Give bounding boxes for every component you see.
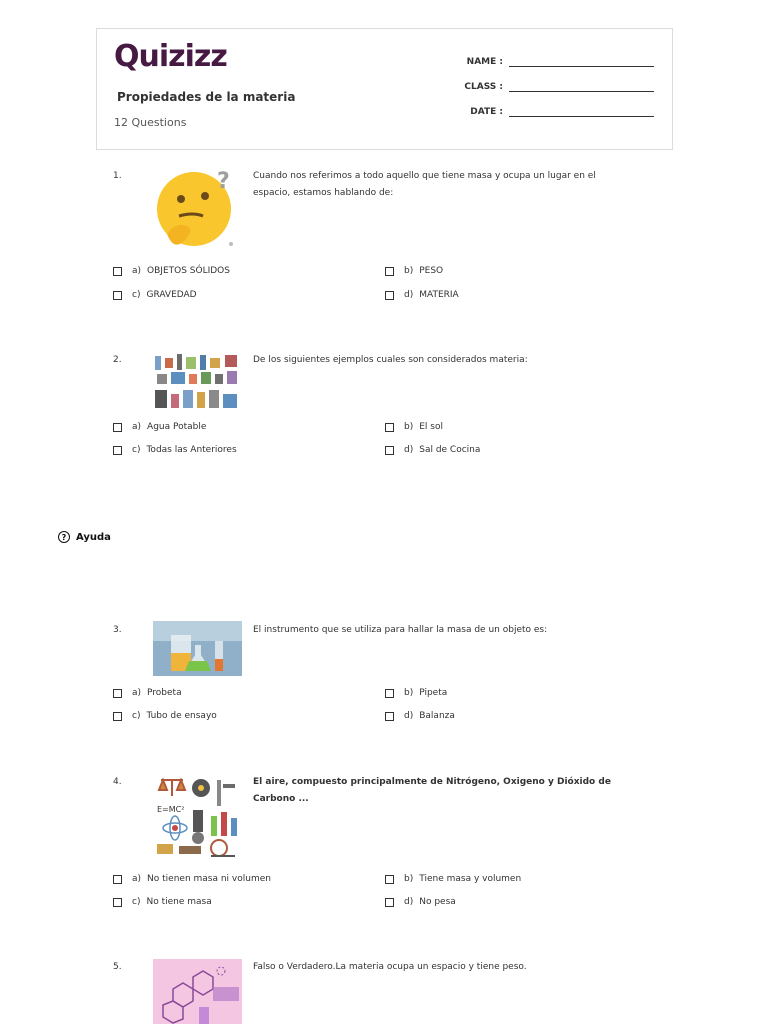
option-text: Balanza xyxy=(419,711,455,721)
question-text: De los siguientes ejemplos cuales son considerados materia: xyxy=(253,355,528,365)
option-d[interactable] xyxy=(385,290,459,300)
option-c[interactable] xyxy=(113,290,197,300)
option-c[interactable] xyxy=(113,711,217,721)
option-a[interactable] xyxy=(113,688,182,698)
worksheet-header xyxy=(96,28,673,150)
option-letter: d) xyxy=(404,290,414,300)
option-a[interactable] xyxy=(113,266,230,276)
checkbox[interactable] xyxy=(113,423,122,432)
chemistry-image xyxy=(153,959,242,1024)
question-text: El aire, compuesto principalmente de Nitrógeno, Oxigeno y Dióxido de Carbono ... xyxy=(253,777,611,804)
option-text: MATERIA xyxy=(419,290,459,300)
question-count: 12 Questions xyxy=(114,116,187,129)
quiz-title: Propiedades de la materia xyxy=(117,90,296,104)
science-icons-image xyxy=(153,776,241,858)
question-number: 4. xyxy=(113,777,122,787)
option-text: No pesa xyxy=(419,897,456,907)
option-b[interactable] xyxy=(385,422,443,432)
checkbox[interactable] xyxy=(113,875,122,884)
option-text: Tiene masa y volumen xyxy=(419,874,522,884)
svg-text:?: ? xyxy=(217,169,230,194)
date-field[interactable] xyxy=(470,106,654,117)
thinking-face-image xyxy=(153,164,243,254)
help-link[interactable] xyxy=(58,531,111,543)
checkbox[interactable] xyxy=(113,267,122,276)
checkbox[interactable] xyxy=(113,712,122,721)
option-text: GRAVEDAD xyxy=(146,290,197,300)
option-letter: a) xyxy=(132,266,142,276)
option-b[interactable] xyxy=(385,874,521,884)
svg-text:E=MC²: E=MC² xyxy=(157,805,185,814)
option-letter: c) xyxy=(132,445,141,455)
quizizz-logo: Quizizz xyxy=(114,39,227,74)
checkbox[interactable] xyxy=(385,446,394,455)
option-letter: b) xyxy=(404,266,414,276)
option-letter: d) xyxy=(404,897,414,907)
option-text: No tiene masa xyxy=(146,897,212,907)
checkbox[interactable] xyxy=(385,898,394,907)
question-number: 1. xyxy=(113,171,122,181)
checkbox[interactable] xyxy=(113,898,122,907)
option-d[interactable] xyxy=(385,445,480,455)
option-d[interactable] xyxy=(385,897,456,907)
checkbox[interactable] xyxy=(113,689,122,698)
option-c[interactable] xyxy=(113,445,237,455)
option-text: OBJETOS SÓLIDOS xyxy=(147,266,230,276)
question-text: Falso o Verdadero.La materia ocupa un espacio y tiene peso. xyxy=(253,962,527,972)
option-b[interactable] xyxy=(385,266,443,276)
checkbox[interactable] xyxy=(385,712,394,721)
option-c[interactable] xyxy=(113,897,212,907)
date-label: DATE : xyxy=(470,107,503,117)
option-letter: d) xyxy=(404,711,414,721)
option-text: Pipeta xyxy=(419,688,448,698)
option-text: El sol xyxy=(419,422,443,432)
checkbox[interactable] xyxy=(113,291,122,300)
question-mark-icon: ? xyxy=(58,531,70,543)
question-number: 3. xyxy=(113,625,122,635)
option-text: Sal de Cocina xyxy=(419,445,481,455)
option-text: Tubo de ensayo xyxy=(146,711,217,721)
checkbox[interactable] xyxy=(385,423,394,432)
option-a[interactable] xyxy=(113,874,271,884)
name-field[interactable] xyxy=(467,56,654,67)
option-text: Todas las Anteriores xyxy=(146,445,237,455)
option-letter: c) xyxy=(132,711,141,721)
option-letter: b) xyxy=(404,422,414,432)
class-line xyxy=(509,81,654,92)
option-letter: b) xyxy=(404,688,414,698)
option-b[interactable] xyxy=(385,688,447,698)
option-letter: a) xyxy=(132,422,142,432)
question-number: 2. xyxy=(113,355,122,365)
option-d[interactable] xyxy=(385,711,455,721)
checkbox[interactable] xyxy=(385,875,394,884)
checkbox[interactable] xyxy=(385,291,394,300)
class-field[interactable] xyxy=(464,81,654,92)
option-letter: c) xyxy=(132,897,141,907)
name-line xyxy=(509,56,654,67)
option-text: No tienen masa ni volumen xyxy=(147,874,271,884)
help-label: Ayuda xyxy=(76,531,111,543)
checkbox[interactable] xyxy=(113,446,122,455)
option-text: PESO xyxy=(419,266,444,276)
class-label: CLASS : xyxy=(464,82,503,92)
date-line xyxy=(509,106,654,117)
question-number: 5. xyxy=(113,962,122,972)
checkbox[interactable] xyxy=(385,689,394,698)
option-letter: c) xyxy=(132,290,141,300)
question-text: Cuando nos referimos a todo aquello que tiene masa y ocupa un lugar en el espacio, estamos hablando de: xyxy=(253,171,596,198)
lab-beakers-image xyxy=(153,621,242,676)
lab-equipment-image xyxy=(153,352,243,410)
option-letter: b) xyxy=(404,874,414,884)
option-text: Agua Potable xyxy=(147,422,207,432)
checkbox[interactable] xyxy=(385,267,394,276)
option-a[interactable] xyxy=(113,422,206,432)
option-letter: a) xyxy=(132,688,142,698)
name-label: NAME : xyxy=(466,57,503,67)
question-text: El instrumento que se utiliza para hallar la masa de un objeto es: xyxy=(253,625,548,635)
option-letter: d) xyxy=(404,445,414,455)
option-text: Probeta xyxy=(147,688,182,698)
option-letter: a) xyxy=(132,874,142,884)
